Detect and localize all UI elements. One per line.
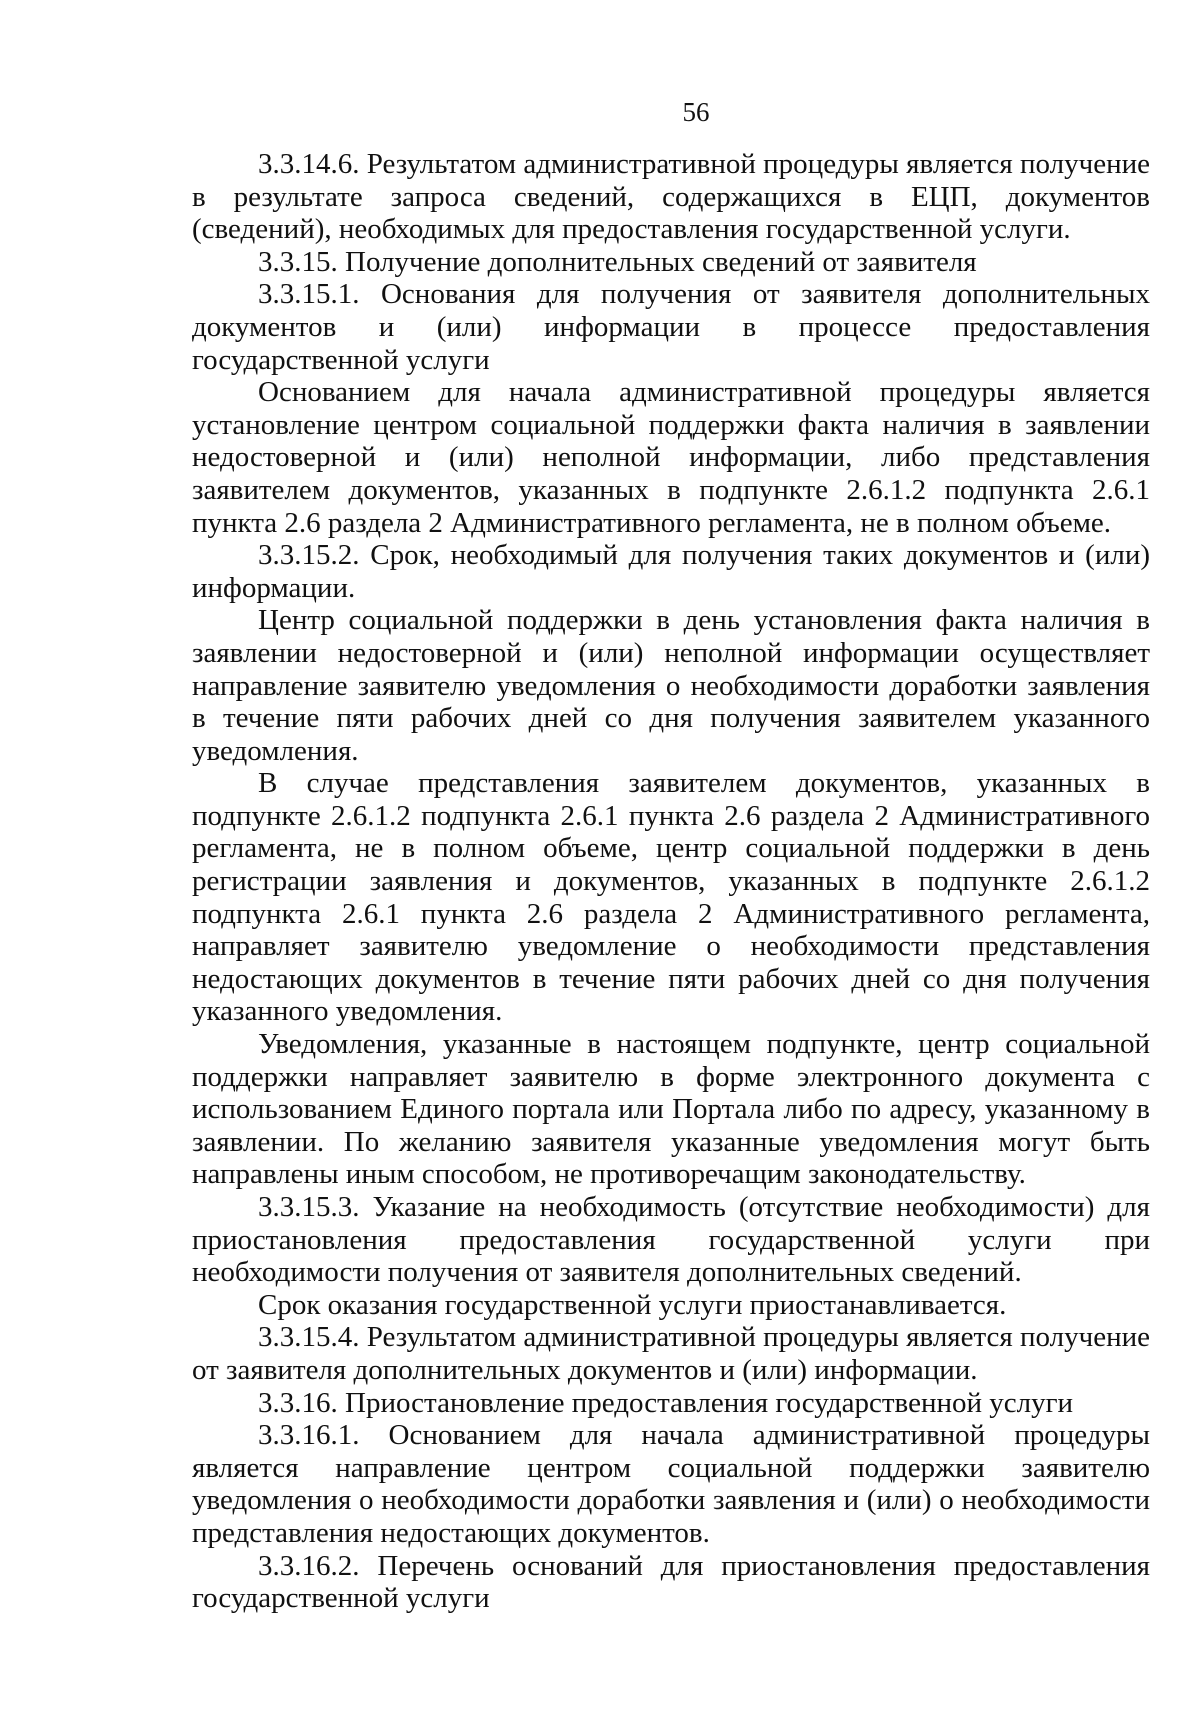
paragraph-suspension-term: Срок оказания государственной услуги приостанавливается. — [258, 1288, 1007, 1321]
heading-3-3-15: 3.3.15. Получение дополнительных сведений от заявителя — [258, 245, 977, 278]
paragraph-3-3-16-1: 3.3.16.1. Основанием для начала административной процедуры является направление центром социальной поддержки заявителю уведомления о необходимости доработки заявления и (или) о необходимости представления недостающих документов. — [192, 1419, 1150, 1549]
paragraph-3-3-15-3: 3.3.15.3. Указание на необходимость (отсутствие необходимости) для приостановления предоставления государственной услуги при необходимости получения от заявителя дополнительных сведений. — [192, 1191, 1150, 1289]
document-body — [192, 148, 1150, 1615]
paragraph-center-notice: Центр социальной поддержки в день установления факта наличия в заявлении недостоверной и (или) неполной информации осуществляет направление заявителю уведомления о необходимости доработки заявления в течение пяти рабочих дней со дня получения заявителем указанного уведомления. — [192, 604, 1150, 767]
paragraph-3-3-14-6: 3.3.14.6. Результатом административной процедуры является получение в результате запроса сведений, содержащихся в ЕЦП, документов (сведений), необходимых для предоставления государственной услуги. — [192, 148, 1150, 246]
paragraph-3-3-15-1: 3.3.15.1. Основания для получения от заявителя дополнительных документов и (или) информации в процессе предоставления государственной услуги — [192, 278, 1150, 376]
paragraph-incomplete-docs: В случае представления заявителем документов, указанных в подпункте 2.6.1.2 подпункта 2.6.1 пункта 2.6 раздела 2 Административного регламента, не в полном объеме, центр социальной поддержки в день регистрации заявления и документов, указанных в подпункте 2.6.1.2 подпункта 2.6.1 пункта 2.6 раздела 2 Административного регламента, направляет заявителю уведомление о необходимости представления недостающих документов в течение пяти рабочих дней со дня получения указанного уведомления. — [192, 767, 1150, 1028]
heading-3-3-16: 3.3.16. Приостановление предоставления государственной услуги — [258, 1386, 1074, 1419]
paragraph-basis: Основанием для начала административной процедуры является установление центром социальной поддержки факта наличия в заявлении недостоверной и (или) неполной информации, либо представления заявителем документов, указанных в подпункте 2.6.1.2 подпункта 2.6.1 пункта 2.6 раздела 2 Административного регламента, не в полном объеме. — [192, 376, 1150, 539]
paragraph-3-3-15-2: 3.3.15.2. Срок, необходимый для получения таких документов и (или) информации. — [192, 539, 1150, 604]
paragraph-3-3-16-2: 3.3.16.2. Перечень оснований для приостановления предоставления государственной услуги — [192, 1549, 1150, 1615]
page-number: 56 — [682, 97, 710, 127]
paragraph-notifications: Уведомления, указанные в настоящем подпункте, центр социальной поддержки направляет заявителю в форме электронного документа с использованием Единого портала или Портала либо по адресу, указанному в заявлении. По желанию заявителя указанные уведомления могут быть направлены иным способом, не противоречащим законодательству. — [192, 1028, 1150, 1191]
paragraph-3-3-15-4: 3.3.15.4. Результатом административной процедуры является получение от заявителя дополнительных документов и (или) информации. — [192, 1321, 1150, 1386]
